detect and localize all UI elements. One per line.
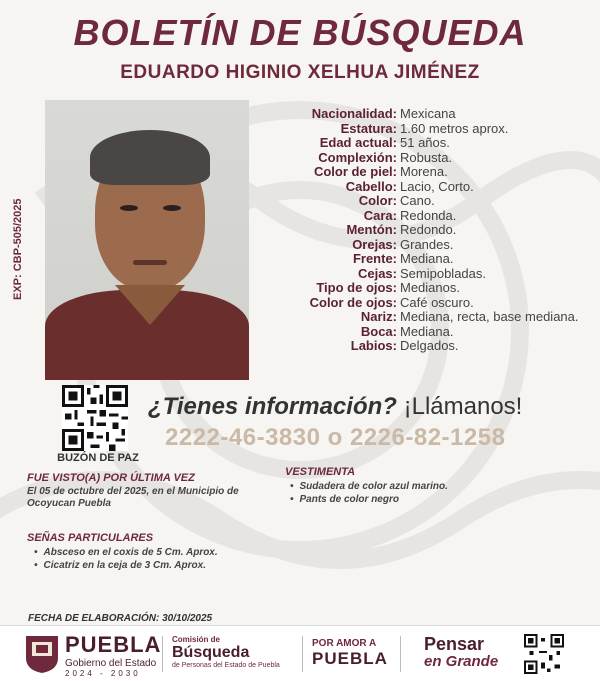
detail-label: Estatura:: [340, 120, 397, 136]
detail-label: Orejas:: [352, 236, 397, 252]
detail-row: [270, 180, 590, 195]
detail-value: Delgados.: [400, 338, 459, 353]
detail-row: [270, 339, 590, 354]
comision-small: Comisión de: [172, 635, 221, 644]
person-photo: [45, 100, 249, 380]
pensar-top: Pensar: [424, 634, 485, 654]
physical-details: [270, 107, 590, 354]
detail-row: [270, 310, 590, 325]
detail-label: Frente:: [352, 251, 397, 266]
comision-big: Búsqueda: [172, 644, 250, 661]
detail-row: [270, 252, 590, 267]
footer: [0, 625, 600, 681]
detail-label: Mentón:: [346, 222, 397, 237]
detail-value: Robusta.: [400, 149, 453, 165]
detail-value: Grandes.: [400, 236, 454, 252]
detail-row: [270, 151, 590, 166]
expediente-number: EXP: CBP-505/2025: [12, 198, 24, 300]
detail-label: Color de piel:: [313, 164, 397, 179]
detail-label: Cara:: [363, 207, 397, 223]
detail-row: [270, 165, 590, 180]
list-item: • Pants de color negro: [290, 493, 448, 506]
poramor-bottom: PUEBLA: [312, 649, 388, 668]
detail-label: Labios:: [350, 338, 397, 353]
phone-numbers[interactable]: 2222-46-3830 o 2226-82-1258: [165, 424, 506, 451]
cta-call-text: ¡Llámanos!: [403, 393, 523, 420]
detail-label: Cejas:: [357, 265, 397, 281]
comision-busqueda-logo: [172, 635, 280, 669]
comision-sub: de Personas del Estado de Puebla: [172, 662, 280, 669]
detail-value: Mediana.: [400, 251, 454, 266]
detail-value: Lacio, Corto.: [400, 178, 474, 194]
pensar-en-grande-logo: [424, 634, 498, 670]
detail-row: [270, 122, 590, 137]
last-seen-title: FUE VISTO(A) POR ÚLTIMA VEZ: [27, 472, 195, 484]
cta-question: [148, 393, 588, 421]
poramor-top: POR AMOR A: [312, 638, 377, 649]
list-item: • Sudadera de color azul marino.: [290, 480, 448, 493]
detail-label: Boca:: [360, 323, 397, 339]
buzon-label: BUZÓN DE PAZ: [57, 452, 139, 464]
detail-value: Cano.: [400, 193, 435, 208]
detail-row: [270, 209, 590, 224]
senas-title: SEÑAS PARTICULARES: [27, 532, 154, 544]
detail-value: 51 años.: [400, 135, 450, 150]
detail-value: Medianos.: [400, 280, 460, 295]
last-seen-text: El 05 de octubre del 2025, en el Municipio de Ocoyucan Puebla: [27, 486, 239, 509]
puebla-shield-icon: [24, 634, 60, 679]
detail-row: [270, 194, 590, 209]
gobierno-puebla-logo: [65, 632, 161, 678]
detail-value: Café oscuro.: [400, 294, 474, 310]
detail-row: [270, 281, 590, 296]
detail-label: Complexión:: [318, 149, 397, 165]
detail-label: Edad actual:: [319, 135, 397, 150]
cta-question-text: ¿Tienes información?: [148, 393, 397, 420]
detail-row: [270, 325, 590, 340]
qr-code-buzon[interactable]: [62, 385, 128, 451]
detail-value: Mediana, recta, base mediana.: [400, 309, 579, 324]
detail-value: 1.60 metros aprox.: [400, 120, 509, 136]
person-name: EDUARDO HIGINIO XELHUA JIMÉNEZ: [120, 62, 480, 83]
detail-label: Color:: [358, 193, 397, 208]
gobierno-text: Gobierno del Estado: [65, 658, 157, 669]
detail-row: [270, 238, 590, 253]
detail-row: [270, 136, 590, 151]
list-item: • Absceso en el coxis de 5 Cm. Aprox.: [34, 546, 218, 559]
detail-value: Redonda.: [400, 207, 457, 223]
footer-qr-code[interactable]: [524, 634, 564, 674]
detail-value: Mediana.: [400, 323, 454, 339]
detail-label: Nacionalidad:: [311, 106, 397, 121]
detail-label: Nariz:: [360, 309, 397, 324]
fecha-elaboracion: FECHA DE ELABORACIÓN: 30/10/2025: [28, 613, 213, 624]
years-text: 2024 - 2030: [65, 669, 141, 678]
por-amor-puebla-logo: [312, 638, 388, 669]
detail-value: Redondo.: [400, 222, 457, 237]
senas-list: [34, 546, 218, 572]
detail-row: [270, 296, 590, 311]
detail-value: Mexicana: [400, 106, 456, 121]
pensar-bottom: en Grande: [424, 653, 499, 670]
page-title: BOLETÍN DE BÚSQUEDA: [73, 12, 527, 53]
vestimenta-title: VESTIMENTA: [285, 466, 356, 478]
vestimenta-list: [290, 480, 448, 506]
list-item: • Cicatriz en la ceja de 3 Cm. Aprox.: [34, 559, 218, 572]
detail-value: Morena.: [400, 164, 448, 179]
detail-row: [270, 223, 590, 238]
puebla-text: PUEBLA: [65, 632, 162, 657]
detail-label: Cabello:: [345, 178, 397, 194]
detail-label: Color de ojos:: [309, 294, 397, 310]
detail-row: [270, 267, 590, 282]
detail-value: Semipobladas.: [400, 265, 486, 281]
detail-row: [270, 107, 590, 122]
detail-label: Tipo de ojos:: [316, 280, 397, 295]
